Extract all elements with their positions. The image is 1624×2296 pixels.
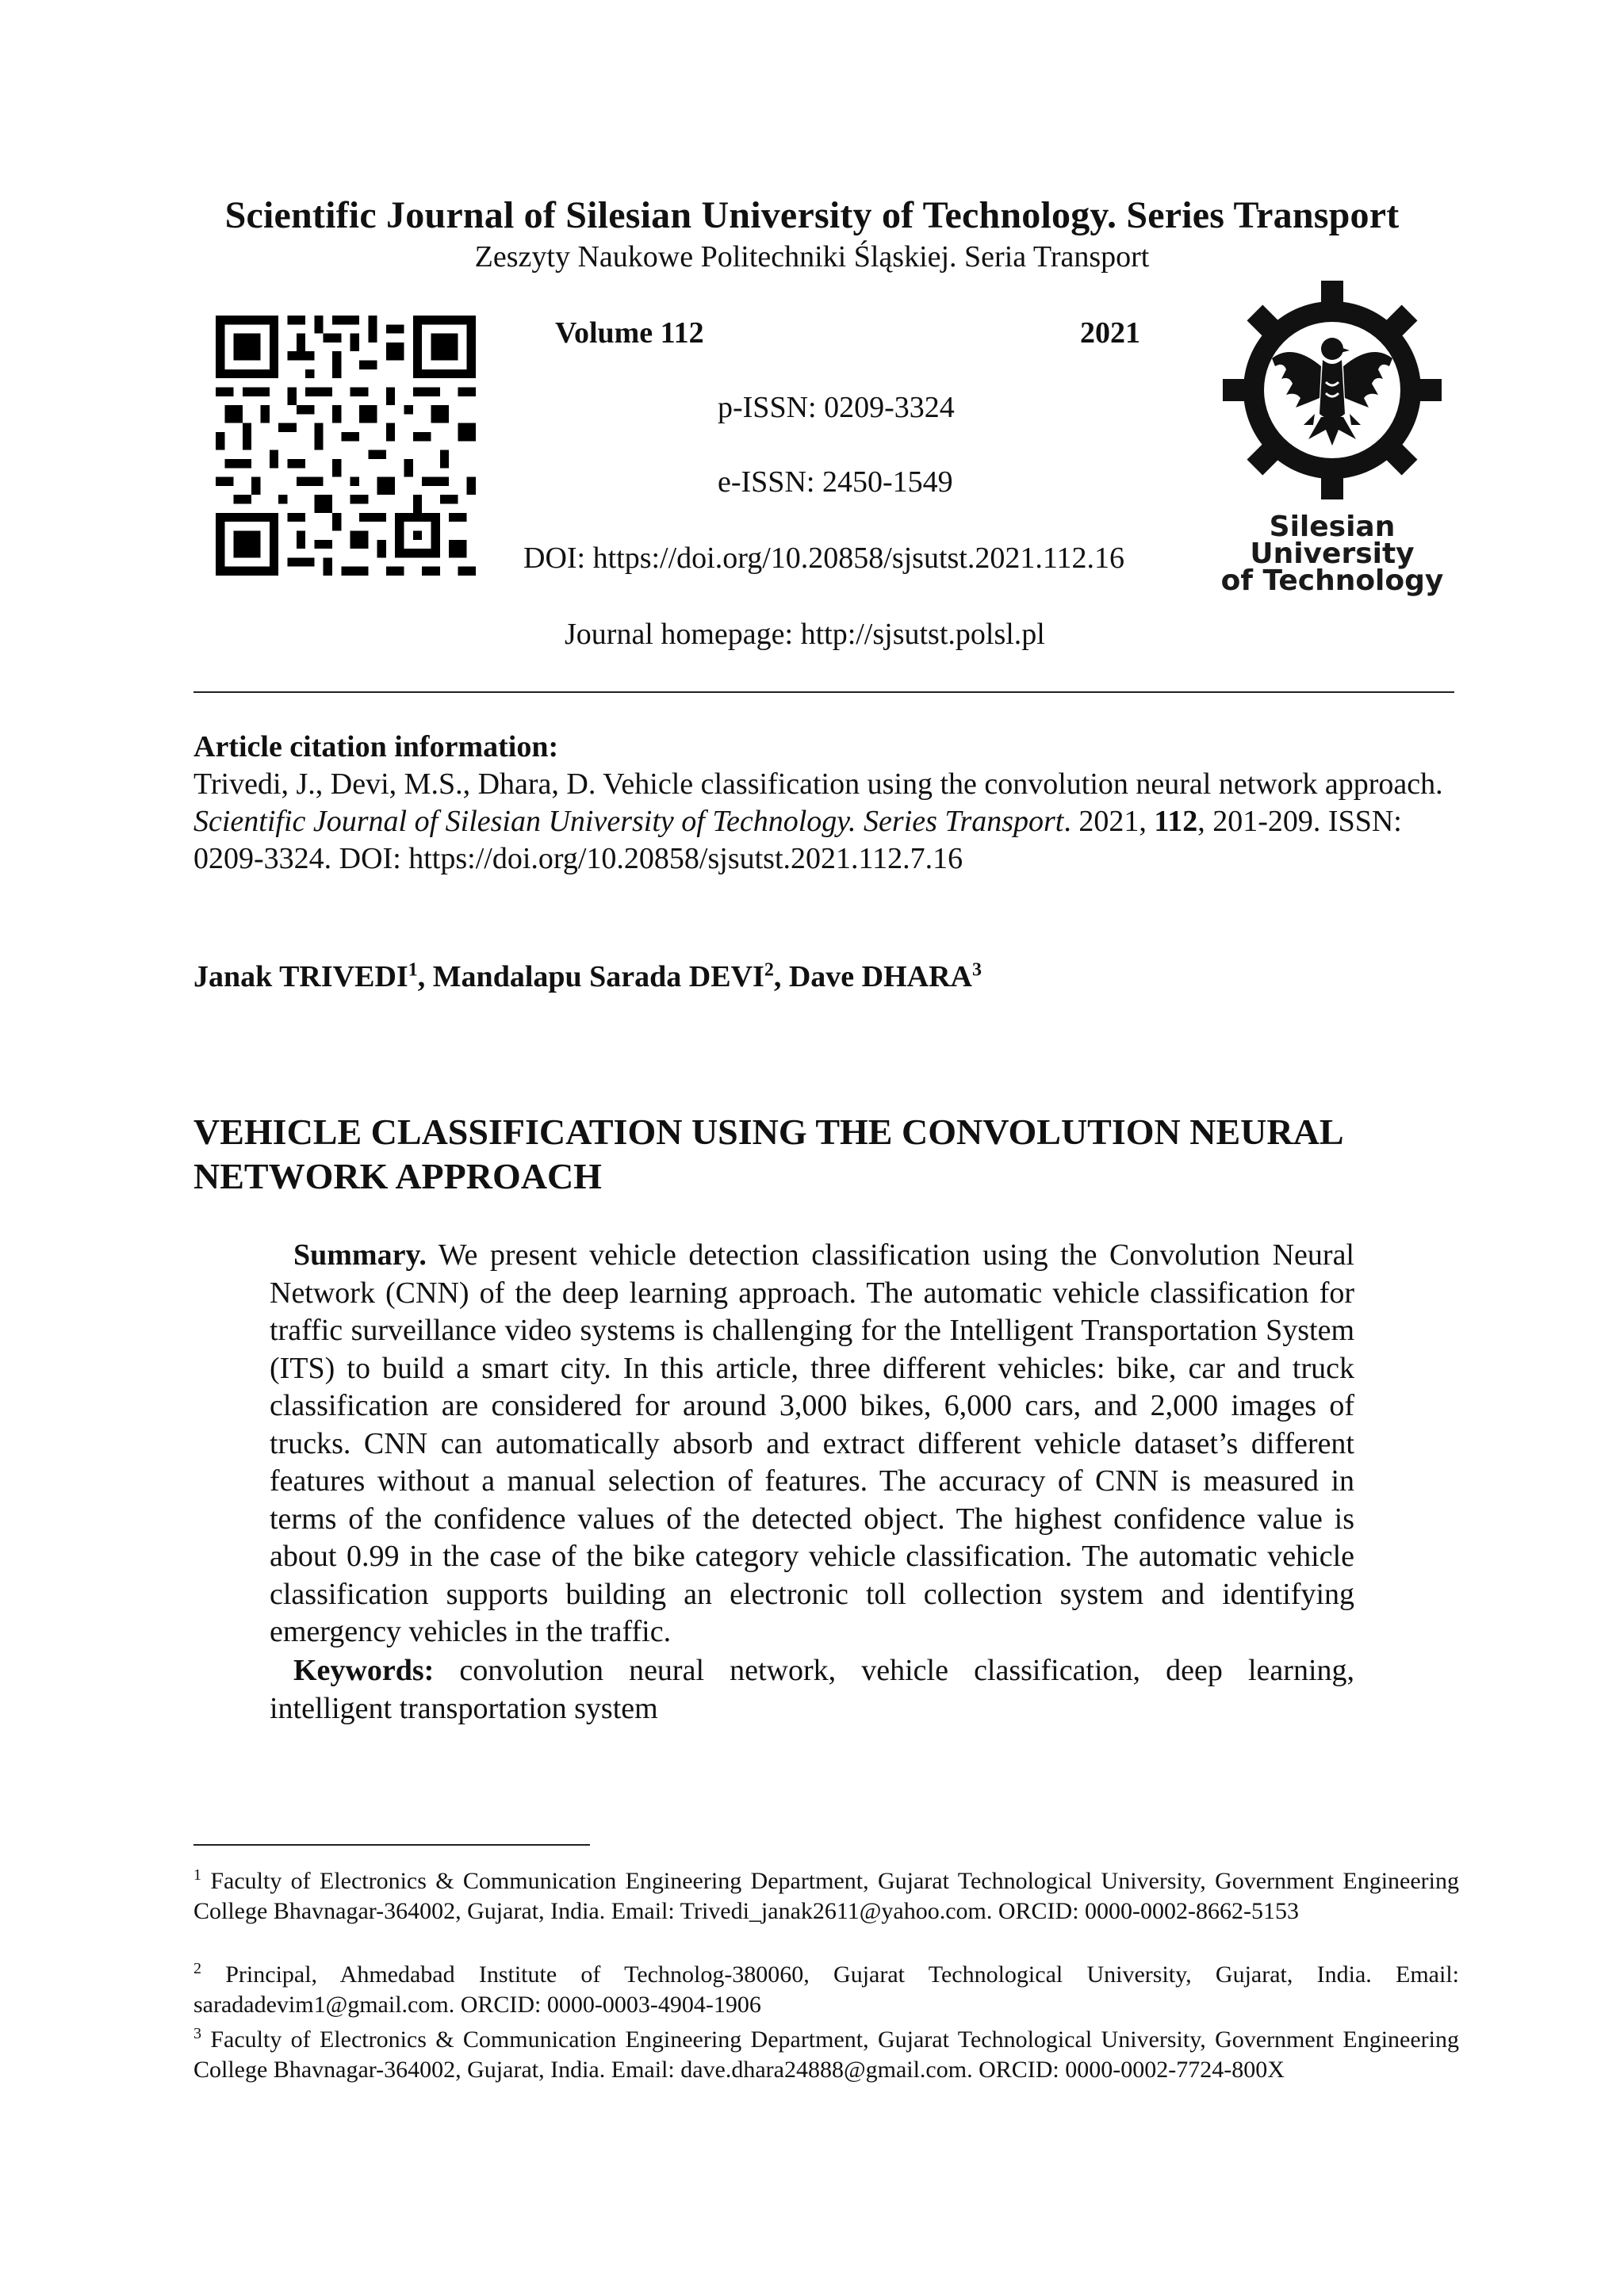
- doi-link[interactable]: DOI: https://doi.org/10.20858/sjsutst.2021.112.16: [523, 541, 1124, 575]
- footnote: [193, 1860, 1459, 1927]
- author-footnote-mark[interactable]: 3: [971, 959, 982, 981]
- author-name: , Dave DHARA: [773, 960, 972, 993]
- header-divider: [193, 691, 1454, 693]
- journal-title: Scientific Journal of Silesian University of Technology. Series Transport: [224, 194, 1400, 236]
- citation-volume: 112: [1154, 805, 1198, 838]
- footnote-number: 2: [193, 1960, 201, 1977]
- keywords-paragraph: [270, 1652, 1354, 1728]
- footnote-divider: [193, 1844, 590, 1846]
- footnote-text: Faculty of Electronics & Communication Engineering Department, Gujarat Technological University, Government Engineering College Bhavnagar-364002, Gujarat, India. Email: Trivedi_janak2611@yahoo.com. ORCID: 0000-0002-8662-5153: [193, 1868, 1459, 1924]
- citation-part: . 2021,: [1063, 805, 1155, 838]
- keywords-text: convolution neural network, vehicle classification, deep learning, intelligent transportation system: [270, 1654, 1354, 1725]
- footnote-number: 3: [193, 2025, 201, 2042]
- footnote: [193, 1954, 1459, 2020]
- citation-part: Trivedi, J., Devi, M.S., Dhara, D. Vehicle classification using the convolution neural network approach.: [193, 767, 1443, 801]
- logo-text-line: of Technology: [1220, 564, 1444, 597]
- logo-text-line: University: [1250, 538, 1415, 570]
- author-list: [193, 959, 982, 994]
- summary-text: We present vehicle detection classification using the Convolution Neural Network (CNN) of the deep learning approach. The automatic vehicle classification for traffic surveillance video systems is challenging for the Intelligent Transportation System (ITS) to build a smart city. In this article, three different vehicles: bike, car and truck classification are considered for around 3,000 bikes, 6,000 cars, and 2,000 images of trucks. CNN can automatically absorb and extract different vehicle dataset’s different features without a manual selection of features. The accuracy of CNN is measured in terms of the confidence values of the detected object. The highest confidence value is about 0.99 in the case of the bike category vehicle classification. The automatic vehicle classification supports building an electronic toll collection system and identifying emergency vehicles in the traffic.: [270, 1238, 1354, 1648]
- author-name: Janak TRIVEDI: [193, 960, 408, 993]
- citation-heading: Article citation information:: [193, 730, 559, 763]
- journal-homepage-link[interactable]: Journal homepage: http://sjsutst.polsl.pl: [565, 618, 1045, 651]
- summary-paragraph: [270, 1237, 1354, 1651]
- citation-part: , 201-209. ISSN: 0209-3324. DOI: https://doi.org/10.20858/sjsutst.2021.112.7.16: [193, 805, 1402, 875]
- keywords-label: Keywords:: [293, 1654, 435, 1687]
- e-issn: e-ISSN: 2450-1549: [718, 465, 953, 499]
- journal-subtitle: Zeszyty Naukowe Politechniki Śląskiej. Seria Transport: [474, 240, 1150, 274]
- logo-text-line: Silesian: [1269, 511, 1396, 543]
- qr-code-icon[interactable]: [216, 316, 476, 576]
- author-footnote-mark[interactable]: 1: [408, 959, 418, 981]
- author-footnote-mark[interactable]: 2: [764, 959, 774, 981]
- footnote-number: 1: [193, 1866, 201, 1884]
- volume-label: Volume 112: [555, 316, 704, 350]
- footnote-text: Principal, Ahmedabad Institute of Technolog-380060, Gujarat Technological University, Gujarat, India. Email: saradadevim1@gmail.com. ORCID: 0000-0003-4904-1906: [193, 1961, 1459, 2018]
- footnote-text: Faculty of Electronics & Communication Engineering Department, Gujarat Technological University, Government Engineering College Bhavnagar-364002, Gujarat, India. Email: dave.dhara24888@gmail.com. ORCID: 0000-0002-7724-800X: [193, 2026, 1459, 2083]
- citation-journal: Scientific Journal of Silesian University of Technology. Series Transport: [193, 805, 1064, 838]
- summary-label: Summary.: [293, 1238, 427, 1272]
- citation-text: [193, 766, 1459, 878]
- year-label: 2021: [1080, 316, 1140, 350]
- university-logo-text: [1213, 511, 1451, 597]
- author-name: , Mandalapu Sarada DEVI: [417, 960, 764, 993]
- article-title: VEHICLE CLASSIFICATION USING THE CONVOLUTION NEURAL NETWORK APPROACH: [193, 1112, 1342, 1196]
- footnote: [193, 2019, 1459, 2085]
- p-issn: p-ISSN: 0209-3324: [718, 391, 955, 424]
